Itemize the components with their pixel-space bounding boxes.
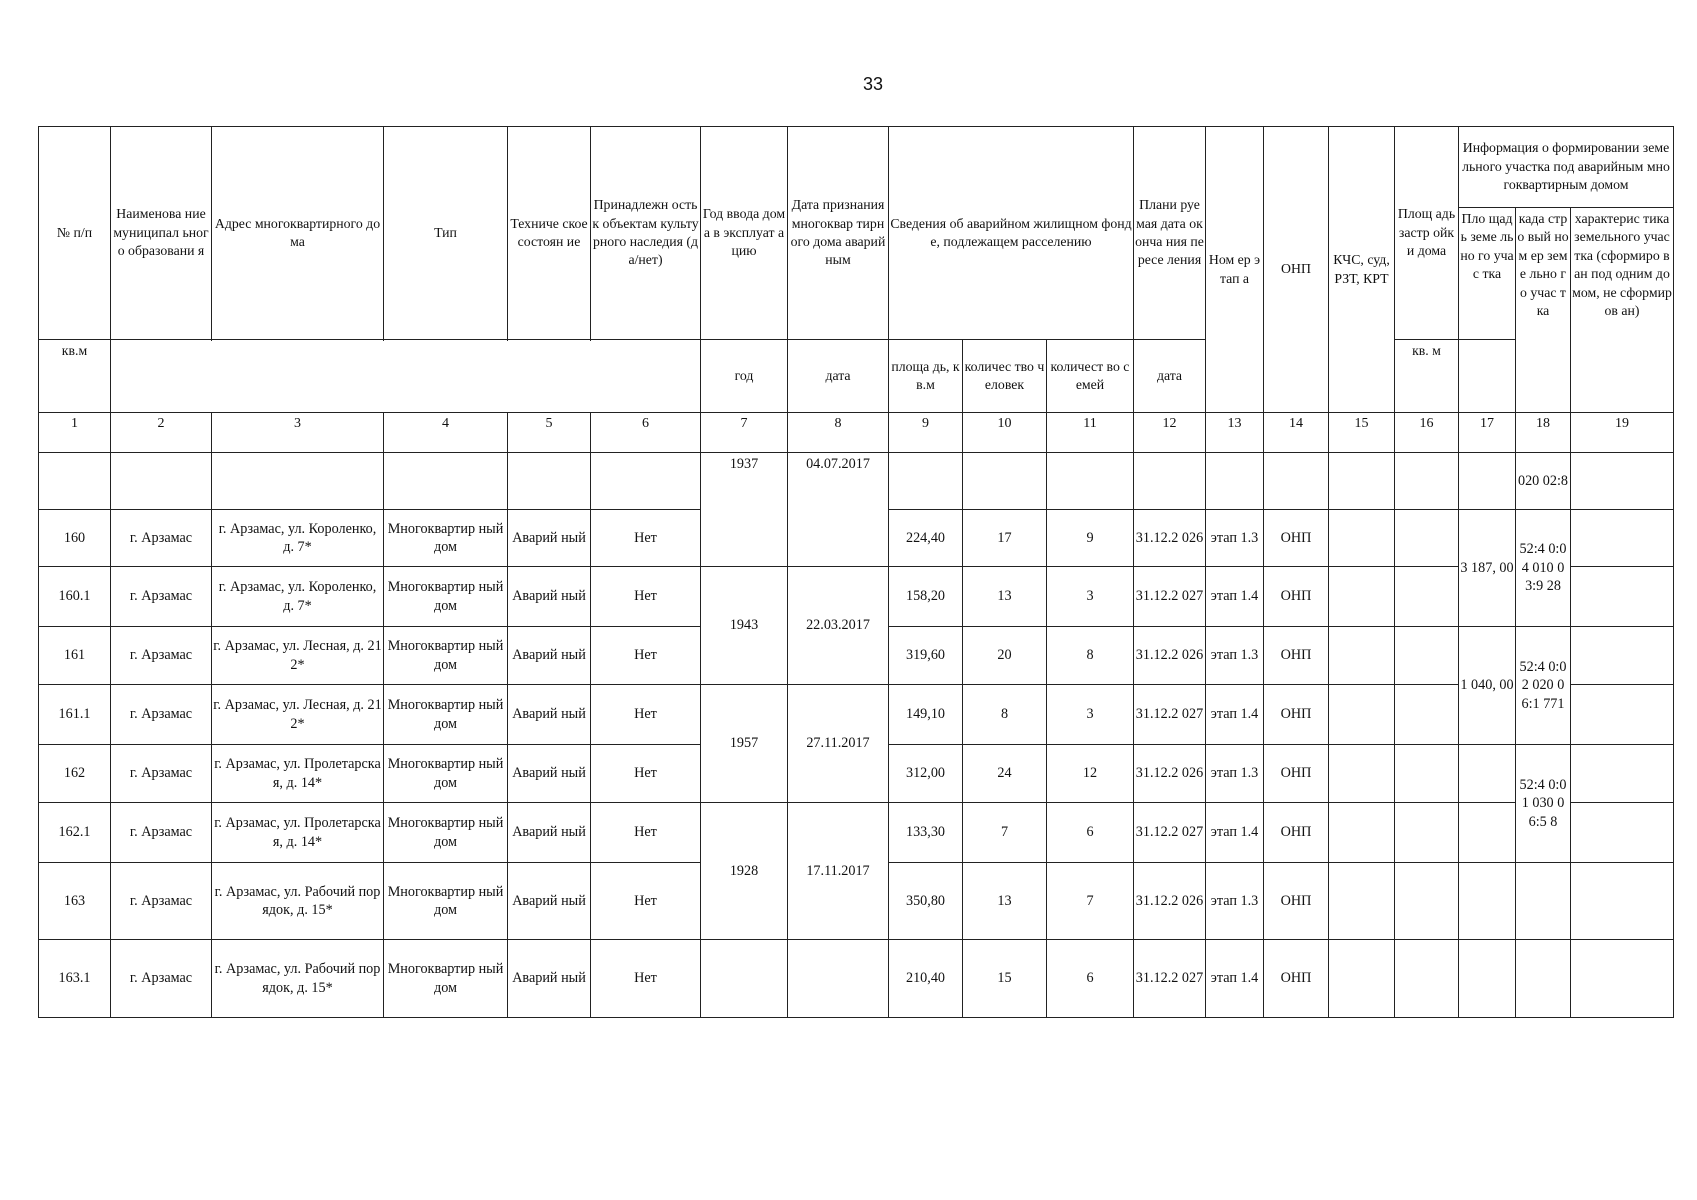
cell-empty: [1459, 745, 1516, 803]
colnum: 5: [508, 413, 591, 453]
row-people: 7: [963, 803, 1047, 863]
row-date-end: 31.12.2 026: [1134, 510, 1206, 567]
header-land-area: Пло щадь земе льно го учас тка: [1459, 208, 1516, 340]
row-onp: ОНП: [1264, 803, 1329, 863]
header-build-area: Площ адь застр ойки дома: [1395, 127, 1459, 340]
row-area: 133,30: [889, 803, 963, 863]
page-number: 33: [862, 74, 884, 94]
row-area: 224,40: [889, 510, 963, 567]
row-num: 163.1: [39, 940, 111, 1018]
row-onp: ОНП: [1264, 745, 1329, 803]
row-people: 17: [963, 510, 1047, 567]
row-heritage: Нет: [591, 863, 701, 940]
colnum: 19: [1571, 413, 1674, 453]
cadastral-cell: 52:4 0:04 010 03:9 28: [1516, 510, 1571, 627]
row-onp: ОНП: [1264, 685, 1329, 745]
row-address: г. Арзамас, ул. Лесная, д. 212*: [212, 685, 384, 745]
cell-empty: [1571, 510, 1674, 567]
row-stage: этап 1.3: [1206, 863, 1264, 940]
colnum: 1: [39, 413, 111, 453]
cell-empty: [1459, 453, 1516, 510]
row-area: 158,20: [889, 567, 963, 627]
cell-empty: [591, 453, 701, 510]
cell-empty: [1395, 863, 1459, 940]
row-heritage: Нет: [591, 567, 701, 627]
header-cadastral: када стро вый ном ер земе льно го учас тка: [1516, 208, 1571, 413]
row-date-end: 31.12.2 027: [1134, 803, 1206, 863]
row-municipality: г. Арзамас: [111, 863, 212, 940]
row-num: 160.1: [39, 567, 111, 627]
header-onp: ОНП: [1264, 127, 1329, 413]
year-cell: 1937: [701, 453, 788, 567]
row-onp: ОНП: [1264, 510, 1329, 567]
row-stage: этап 1.3: [1206, 510, 1264, 567]
cell-empty: [1395, 510, 1459, 567]
row-state: Аварий ный: [508, 567, 591, 627]
cell-empty: [788, 940, 889, 1018]
cell-empty: [384, 453, 508, 510]
row-date-end: 31.12.2 026: [1134, 627, 1206, 685]
row-heritage: Нет: [591, 940, 701, 1018]
row-stage: этап 1.4: [1206, 685, 1264, 745]
row-type: Многоквартир ный дом: [384, 745, 508, 803]
row-type: Многоквартир ный дом: [384, 940, 508, 1018]
row-state: Аварий ный: [508, 863, 591, 940]
header-unit-people: количес тво человек: [963, 340, 1047, 413]
header-unit-families: количест во семей: [1047, 340, 1134, 413]
table-row: [39, 567, 1674, 627]
row-stage: этап 1.4: [1206, 940, 1264, 1018]
header-tech-state: Техниче ское состоян ие: [508, 127, 591, 340]
cell-empty: [1395, 803, 1459, 863]
row-address: г. Арзамас, ул. Короленко, д. 7*: [212, 510, 384, 567]
table-row: [39, 685, 1674, 745]
row-area: 319,60: [889, 627, 963, 685]
date-cell: 17.11.2017: [788, 803, 889, 940]
row-type: Многоквартир ный дом: [384, 627, 508, 685]
colnum: 15: [1329, 413, 1395, 453]
cadastral-cell: 52:4 0:02 020 06:1 771: [1516, 627, 1571, 745]
header-num: № п/п: [39, 127, 111, 340]
row-state: Аварий ный: [508, 940, 591, 1018]
cell-empty: [39, 453, 111, 510]
row-stage: этап 1.3: [1206, 745, 1264, 803]
row-onp: ОНП: [1264, 940, 1329, 1018]
cell-empty: [1395, 685, 1459, 745]
colnum: 9: [889, 413, 963, 453]
row-onp: ОНП: [1264, 627, 1329, 685]
row-state: Аварий ный: [508, 627, 591, 685]
row-area: 149,10: [889, 685, 963, 745]
cell-empty: [963, 453, 1047, 510]
header-year: Год ввода дома в эксплуат ацию: [701, 127, 788, 340]
row-municipality: г. Арзамас: [111, 685, 212, 745]
row-families: 8: [1047, 627, 1134, 685]
table-row: [39, 940, 1674, 1018]
cell-empty: [1264, 453, 1329, 510]
cell-empty: [1459, 940, 1516, 1018]
colnum: 14: [1264, 413, 1329, 453]
header-type: Тип: [384, 127, 508, 340]
land-area-cell: 1 040, 00: [1459, 627, 1516, 745]
row-date-end: 31.12.2 027: [1134, 685, 1206, 745]
header-municipality: Наименова ние муниципал ьного образовани я: [111, 127, 212, 340]
row-families: 9: [1047, 510, 1134, 567]
row-people: 24: [963, 745, 1047, 803]
row-area: 312,00: [889, 745, 963, 803]
cell-empty: [1571, 803, 1674, 863]
header-address: Адрес многоквартирного дома: [212, 127, 384, 340]
cell-empty: [1571, 685, 1674, 745]
cell-empty: [1395, 627, 1459, 685]
row-type: Многоквартир ный дом: [384, 803, 508, 863]
cell-empty: [1516, 940, 1571, 1018]
row-families: 12: [1047, 745, 1134, 803]
cell-empty: [1571, 940, 1674, 1018]
row-num: 160: [39, 510, 111, 567]
colnum: 13: [1206, 413, 1264, 453]
row-state: Аварий ный: [508, 510, 591, 567]
colnum: 17: [1459, 413, 1516, 453]
header-heritage: Принадлежн ость к объектам культурного наследия (да/нет): [591, 127, 701, 340]
row-people: 13: [963, 567, 1047, 627]
row-state: Аварий ный: [508, 803, 591, 863]
header-unit-date-end: дата: [1134, 340, 1206, 413]
row-municipality: г. Арзамас: [111, 627, 212, 685]
cadastral-cell: 52:4 0:01 030 06:5 8: [1516, 745, 1571, 863]
colnum: 12: [1134, 413, 1206, 453]
row-stage: этап 1.4: [1206, 803, 1264, 863]
cell-empty: [1329, 803, 1395, 863]
row-address: г. Арзамас, ул. Пролетарская, д. 14*: [212, 803, 384, 863]
header-unit-sqm-land: кв.м: [39, 340, 111, 413]
header-recognition-date: Дата признания многоквар тирного дома аварийным: [788, 127, 889, 340]
cell-empty: [1329, 863, 1395, 940]
row-area: 350,80: [889, 863, 963, 940]
header-land-info: Информация о формировании земельного участка под аварийным многоквартирным домом: [1459, 127, 1674, 208]
row-heritage: Нет: [591, 745, 701, 803]
colnum: 10: [963, 413, 1047, 453]
row-families: 6: [1047, 803, 1134, 863]
cell-empty: [1329, 627, 1395, 685]
row-type: Многоквартир ный дом: [384, 685, 508, 745]
row-area: 210,40: [889, 940, 963, 1018]
colnum: 2: [111, 413, 212, 453]
cell-empty: [701, 940, 788, 1018]
header-unit-sqm: кв. м: [1395, 340, 1459, 413]
cell-empty: [508, 453, 591, 510]
row-type: Многоквартир ный дом: [384, 863, 508, 940]
row-address: г. Арзамас, ул. Рабочий порядок, д. 15*: [212, 863, 384, 940]
row-num: 162.1: [39, 803, 111, 863]
colnum: 6: [591, 413, 701, 453]
cell-empty: [1329, 745, 1395, 803]
date-cell: 04.07.2017: [788, 453, 889, 567]
cell-empty: [1571, 745, 1674, 803]
row-stage: этап 1.3: [1206, 627, 1264, 685]
header-unit-date: дата: [788, 340, 889, 413]
row-families: 3: [1047, 685, 1134, 745]
row-address: г. Арзамас, ул. Пролетарская, д. 14*: [212, 745, 384, 803]
cell-empty: [1571, 863, 1674, 940]
date-cell: 27.11.2017: [788, 685, 889, 803]
row-date-end: 31.12.2 026: [1134, 745, 1206, 803]
row-num: 162: [39, 745, 111, 803]
row-families: 7: [1047, 863, 1134, 940]
colnum: 11: [1047, 413, 1134, 453]
cell-empty: [1134, 453, 1206, 510]
row-families: 6: [1047, 940, 1134, 1018]
row-heritage: Нет: [591, 803, 701, 863]
cell-empty: [1395, 567, 1459, 627]
header-kchs: КЧС, суд, РЗТ, КРТ: [1329, 127, 1395, 413]
row-date-end: 31.12.2 026: [1134, 863, 1206, 940]
cell-empty: [1395, 745, 1459, 803]
land-area-cell: 3 187, 00: [1459, 510, 1516, 627]
cell-empty: [111, 453, 212, 510]
row-heritage: Нет: [591, 510, 701, 567]
cell-empty: [1329, 510, 1395, 567]
header-unit-area: площа дь, кв.м: [889, 340, 963, 413]
colnum: 7: [701, 413, 788, 453]
cell-empty: [1459, 803, 1516, 863]
row-municipality: г. Арзамас: [111, 745, 212, 803]
colnum: 4: [384, 413, 508, 453]
cell-empty: [1395, 453, 1459, 510]
header-unit-year: год: [701, 340, 788, 413]
cell-empty: [1329, 685, 1395, 745]
date-cell: 22.03.2017: [788, 567, 889, 685]
row-date-end: 31.12.2 027: [1134, 940, 1206, 1018]
cell-empty: [889, 453, 963, 510]
cell-empty: [1571, 567, 1674, 627]
row-type: Многоквартир ный дом: [384, 510, 508, 567]
row-people: 15: [963, 940, 1047, 1018]
cell-empty: [1329, 453, 1395, 510]
row-stage: этап 1.4: [1206, 567, 1264, 627]
row-heritage: Нет: [591, 685, 701, 745]
row-municipality: г. Арзамас: [111, 567, 212, 627]
cadastral-cell: 020 02:8: [1516, 453, 1571, 510]
cell-empty: [1516, 863, 1571, 940]
cell-empty: [212, 453, 384, 510]
colnum: 3: [212, 413, 384, 453]
emergency-housing-table: [38, 126, 1674, 1018]
row-state: Аварий ный: [508, 745, 591, 803]
continuation-row: [39, 453, 1674, 510]
year-cell: 1943: [701, 567, 788, 685]
year-cell: 1957: [701, 685, 788, 803]
row-people: 8: [963, 685, 1047, 745]
row-num: 161: [39, 627, 111, 685]
colnum: 16: [1395, 413, 1459, 453]
row-num: 161.1: [39, 685, 111, 745]
row-address: г. Арзамас, ул. Рабочий порядок, д. 15*: [212, 940, 384, 1018]
cell-empty: [1047, 453, 1134, 510]
row-address: г. Арзамас, ул. Короленко, д. 7*: [212, 567, 384, 627]
row-people: 13: [963, 863, 1047, 940]
row-num: 163: [39, 863, 111, 940]
row-municipality: г. Арзамас: [111, 803, 212, 863]
row-municipality: г. Арзамас: [111, 510, 212, 567]
header-row-top: [39, 127, 1674, 208]
colnum: 18: [1516, 413, 1571, 453]
cell-empty: [1571, 627, 1674, 685]
cell-empty: [1206, 453, 1264, 510]
header-stage: Ном ер этап а: [1206, 127, 1264, 413]
row-address: г. Арзамас, ул. Лесная, д. 212*: [212, 627, 384, 685]
header-land-characteristic: характерис тика земельного участка (сформиро ван под одним домом, не сформиров ан): [1571, 208, 1674, 413]
cell-empty: [1395, 940, 1459, 1018]
row-onp: ОНП: [1264, 567, 1329, 627]
cell-empty: [1329, 940, 1395, 1018]
row-municipality: г. Арзамас: [111, 940, 212, 1018]
row-people: 20: [963, 627, 1047, 685]
row-heritage: Нет: [591, 627, 701, 685]
table-row: [39, 803, 1674, 863]
cell-empty: [1459, 863, 1516, 940]
cell-empty: [1571, 453, 1674, 510]
row-date-end: 31.12.2 027: [1134, 567, 1206, 627]
year-cell: 1928: [701, 803, 788, 940]
row-onp: ОНП: [1264, 863, 1329, 940]
cell-empty: [1329, 567, 1395, 627]
colnum: 8: [788, 413, 889, 453]
column-numbers-row: [39, 413, 1674, 453]
header-planned-date: Плани руемая дата оконча ния пересе ления: [1134, 127, 1206, 340]
header-fund-info: Сведения об аварийном жилищном фонде, подлежащем расселению: [889, 127, 1134, 340]
row-type: Многоквартир ный дом: [384, 567, 508, 627]
row-families: 3: [1047, 567, 1134, 627]
row-state: Аварий ный: [508, 685, 591, 745]
